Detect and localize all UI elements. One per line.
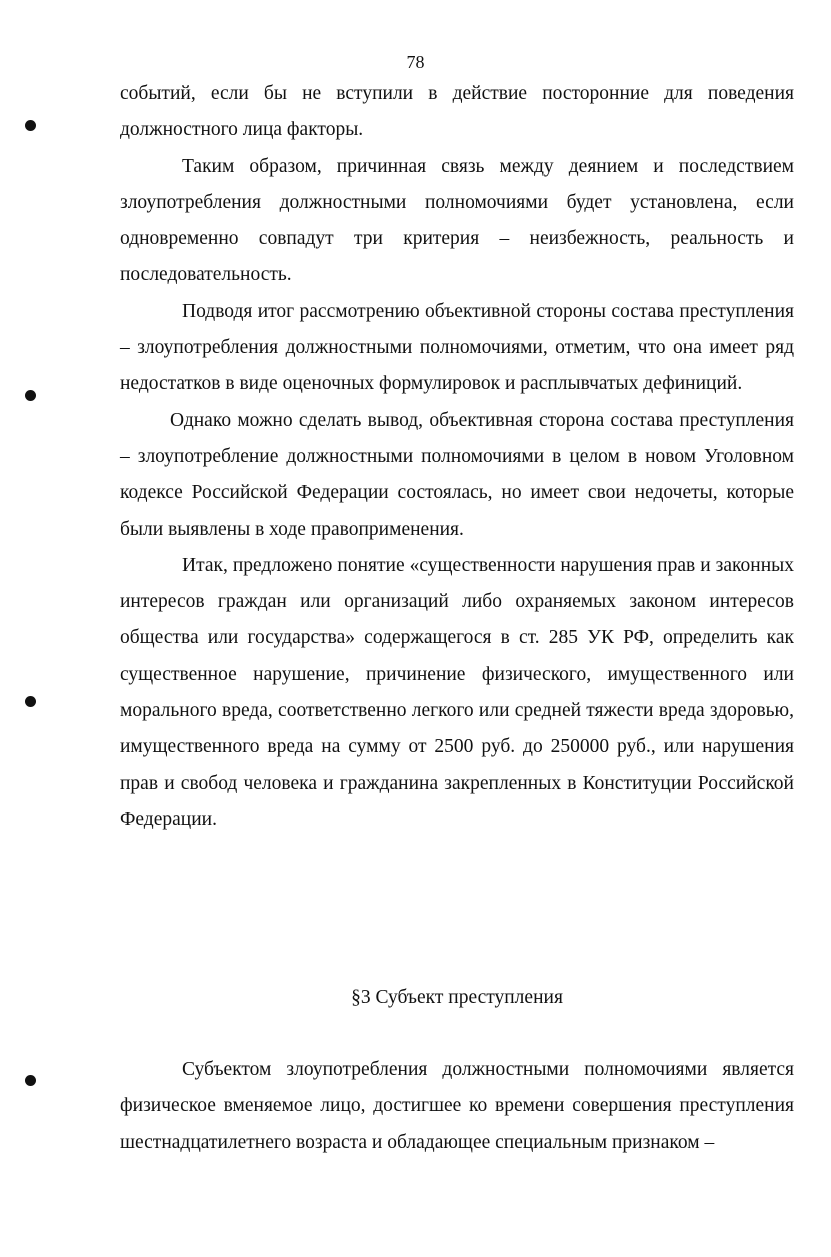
body-text [120,76,794,838]
section-heading: §3 Субъект преступления [351,987,563,1008]
paragraph: Субъектом злоупотребления должностными полномочиями является физическое вменяемое лицо, достигшее ко времени совершения преступления шестнадцатилетнего возраста и обладающее специальным признаком – [120,1059,794,1153]
paragraph: Подводя итог рассмотрению объективной стороны состава преступления – злоупотребления должностными полномочиями, отметим, что она имеет ряд недостатков в виде оценочных формулировок и расплывчатых дефиниций. [120,300,794,395]
punch-hole-marker [25,1075,36,1086]
punch-hole-marker [25,390,36,401]
paragraph: Таким образом, причинная связь между деянием и последствием злоупотребления должностными полномочиями будет установлена, если одновременно совпадут три критерия – неизбежность, реальность и последовательность. [120,155,794,286]
punch-hole-marker [25,120,36,131]
punch-hole-marker [25,696,36,707]
paragraph-continuation: событий, если бы не вступили в действие посторонние для поведения должностного лица факторы. [120,83,794,141]
paragraph: Однако можно сделать вывод, объективная сторона состава преступления – злоупотребление должностными полномочиями в целом в новом Уголовном кодексе Российской Федерации состоялась, но имеет свои недочеты, которые были выявлены в ходе правоприменения. [120,409,794,540]
page-number: 78 [406,52,425,72]
section-body-text [120,1052,794,1161]
paragraph: Итак, предложено понятие «существенности нарушения прав и законных интересов граждан или организаций либо охраняемых законом интересов общества или государства» содержащегося в ст. 285 УК РФ, определить как существенное нарушение, причинение физического, имущественного или морального вреда, соответственно легкого или средней тяжести вреда здоровью, имущественного вреда на сумму от 2500 руб. до 250000 руб., или нарушения прав и свобод человека и гражданина закрепленных в Конституции Российской Федерации. [120,554,794,830]
